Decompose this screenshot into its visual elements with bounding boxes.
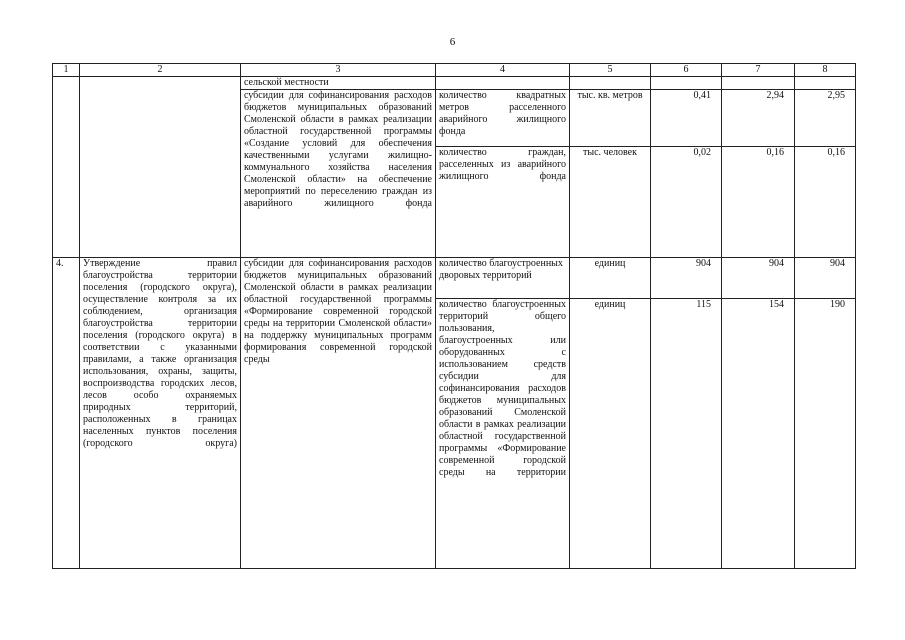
authority-cell	[80, 77, 241, 258]
value-cell: 115	[651, 299, 722, 569]
value-cell	[651, 77, 722, 90]
indicator-cell: количество граждан, расселенных из аварийного жилищного фонда	[436, 147, 570, 258]
indicator-cell: количество благоустроенных дворовых территорий	[436, 258, 570, 299]
value-cell: 154	[722, 299, 795, 569]
indicator-cell: количество квадратных метров расселенного аварийного жилищного фонда	[436, 90, 570, 147]
value-cell: 904	[651, 258, 722, 299]
header-cell: 3	[241, 64, 436, 77]
page-number: 6	[449, 36, 456, 48]
value-cell: 0,16	[795, 147, 856, 258]
table-row	[53, 77, 856, 90]
value-cell: 904	[795, 258, 856, 299]
authority-cell: Утверждение правил благоустройства территории поселения (городского округа), осуществление контроля за их соблюдением, организация благоустройства территории поселения (городского округа) в соответствии с указанными правилами, а также организация использования, охраны, защиты, воспроизводства городских лесов, лесов особо охраняемых природных территорий, расположенных в границах населенных пунктов поселения (городского округа)	[80, 258, 241, 569]
unit-cell	[570, 77, 651, 90]
header-cell: 5	[570, 64, 651, 77]
value-cell: 2,95	[795, 90, 856, 147]
header-cell: 2	[80, 64, 241, 77]
header-cell: 7	[722, 64, 795, 77]
unit-cell: тыс. человек	[570, 147, 651, 258]
funding-cell: субсидии для софинансирования расходов бюджетов муниципальных образований Смоленской области в рамках реализации областной государственной программы «Создание условий для обеспечения качественными услугами жилищно-коммунального хозяйства населения Смоленской области» на обеспечение мероприятий по переселению граждан из аварийного жилищного фонда	[241, 90, 436, 258]
value-cell: 0,02	[651, 147, 722, 258]
unit-cell: единиц	[570, 299, 651, 569]
value-cell: 2,94	[722, 90, 795, 147]
unit-cell: тыс. кв. метров	[570, 90, 651, 147]
header-cell: 1	[53, 64, 80, 77]
funding-cell: сельской местности	[241, 77, 436, 90]
header-cell: 6	[651, 64, 722, 77]
row-number-cell: 4.	[53, 258, 80, 569]
value-cell: 0,16	[722, 147, 795, 258]
value-cell: 0,41	[651, 90, 722, 147]
table-row	[53, 258, 856, 299]
value-cell: 190	[795, 299, 856, 569]
value-cell	[795, 77, 856, 90]
value-cell	[722, 77, 795, 90]
row-number-cell	[53, 77, 80, 258]
unit-cell: единиц	[570, 258, 651, 299]
indicator-cell: количество благоустроенных территорий общего пользования, благоустроенных или оборудованных с использованием средств субсидии для софинансирования расходов бюджетов муниципальных образований Смоленской области в рамках реализации областной государственной программы «Формирование современной городской среды на территории	[436, 299, 570, 569]
header-row	[53, 64, 856, 77]
header-cell: 8	[795, 64, 856, 77]
indicators-table	[52, 63, 856, 569]
header-cell: 4	[436, 64, 570, 77]
indicator-cell	[436, 77, 570, 90]
value-cell: 904	[722, 258, 795, 299]
funding-cell: субсидии для софинансирования расходов бюджетов муниципальных образований Смоленской области в рамках реализации областной государственной программы «Формирование современной городской среды на территории Смоленской области» на поддержку муниципальных программ формирования современной городской среды	[241, 258, 436, 569]
